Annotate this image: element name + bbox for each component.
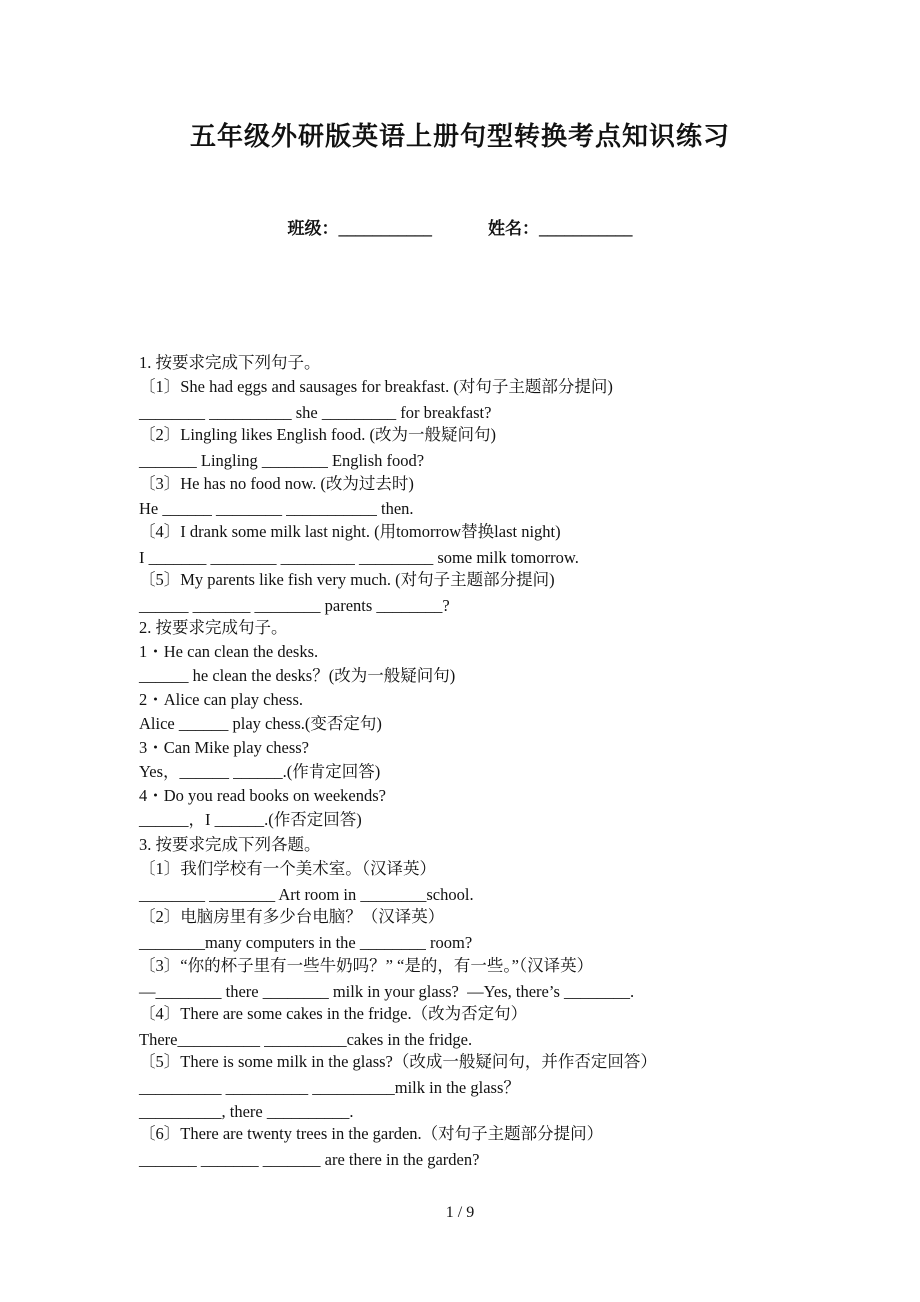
exercise-line: 〔2〕Lingling likes English food. (改为一般疑问句) bbox=[139, 425, 497, 444]
exercise-line: ________ ________ Art room in ________school. bbox=[139, 885, 474, 904]
exercise-line: 〔1〕我们学校有一个美术室。（汉译英） bbox=[139, 859, 436, 878]
name-field: 姓名：___________ bbox=[488, 219, 633, 238]
exercise-line: —________ there ________ milk in your glass? —Yes, there’s ________. bbox=[139, 982, 635, 1001]
exercise-line: _______ _______ _______ are there in the garden? bbox=[139, 1150, 480, 1169]
student-info bbox=[0, 214, 920, 239]
document-title: 五年级外研版英语上册句型转换考点知识练习 bbox=[189, 122, 730, 151]
exercise-line: 1・He can clean the desks. bbox=[139, 642, 319, 661]
exercise-line: __________ __________ __________milk in the glass？ bbox=[139, 1078, 520, 1097]
exercise-line: 〔3〕He has no food now. (改为过去时) bbox=[139, 474, 414, 493]
exercise-line: 〔4〕There are some cakes in the fridge.（改为否定句） bbox=[139, 1004, 528, 1023]
section-heading: 3. 按要求完成下列各题。 bbox=[139, 835, 321, 854]
exercise-line: 〔3〕“你的杯子里有一些牛奶吗？” “是的，有一些。”（汉译英） bbox=[139, 956, 594, 975]
exercise-line: __________, there __________. bbox=[139, 1102, 354, 1121]
exercise-line: 〔2〕电脑房里有多少台电脑？（汉译英） bbox=[139, 907, 445, 926]
exercise-line: ______，I ______.(作否定回答) bbox=[139, 810, 362, 829]
exercise-line: 〔5〕There is some milk in the glass?（改成一般疑问句，并作否定回答） bbox=[139, 1052, 657, 1071]
exercise-line: ________ __________ she _________ for breakfast? bbox=[139, 403, 492, 422]
exercise-line: Yes，______ ______.(作肯定回答) bbox=[139, 762, 381, 781]
exercise-line: 2・Alice can play chess. bbox=[139, 690, 304, 709]
exercise-line: 4・Do you read books on weekends? bbox=[139, 786, 386, 805]
exercise-line: ________many computers in the ________ room? bbox=[139, 933, 473, 952]
exercise-line: Alice ______ play chess.(变否定句) bbox=[139, 714, 382, 733]
exercise-line: ______ he clean the desks？(改为一般疑问句) bbox=[139, 666, 456, 685]
exercise-line: He ______ ________ ___________ then. bbox=[139, 499, 414, 518]
exercise-line: 〔4〕I drank some milk last night. (用tomorrow替换last night) bbox=[139, 522, 561, 541]
class-field: 班级：___________ bbox=[287, 219, 432, 238]
exercise-line: 〔5〕My parents like fish very much. (对句子主题部分提问) bbox=[139, 570, 555, 589]
exercise-line: I _______ ________ _________ _________ some milk tomorrow. bbox=[139, 548, 579, 567]
section-heading: 1. 按要求完成下列句子。 bbox=[139, 353, 321, 372]
exercise-line: 〔1〕She had eggs and sausages for breakfast. (对句子主题部分提问) bbox=[139, 377, 613, 396]
exercise-line: 3・Can Mike play chess? bbox=[139, 738, 310, 757]
exercise-line: 〔6〕There are twenty trees in the garden.（对句子主题部分提问） bbox=[139, 1124, 604, 1143]
section-heading: 2. 按要求完成句子。 bbox=[139, 618, 288, 637]
page-number: 1 / 9 bbox=[445, 1204, 475, 1221]
exercise-line: ______ _______ ________ parents ________? bbox=[139, 596, 450, 615]
exercise-line: There__________ __________cakes in the fridge. bbox=[139, 1030, 473, 1049]
exercise-line: _______ Lingling ________ English food? bbox=[139, 451, 425, 470]
